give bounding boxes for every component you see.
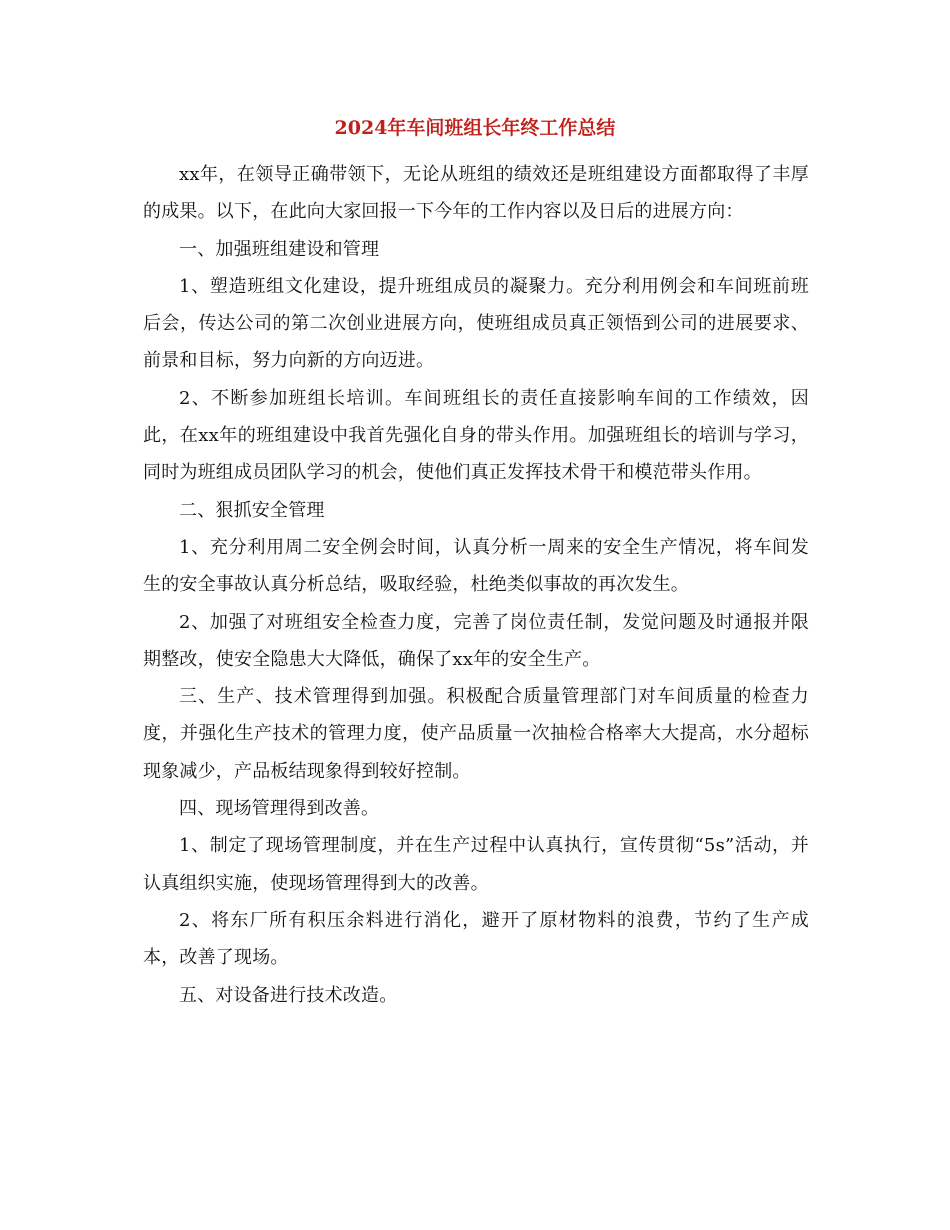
section-heading-1: 一、加强班组建设和管理	[179, 238, 380, 260]
section-heading-5: 五、对设备进行技术改造。	[179, 984, 398, 1006]
section-heading-3: 三、生产、技术管理得到加强。积极配合质量管理部门对车间质量的检查力度，并强化生产技术的管理力度，使产品质量一次抽检合格率大大提高，水分超标现象减少，产品板结现象得到较好控制。	[143, 686, 809, 782]
paragraph-4-1: 1、制定了现场管理制度，并在生产过程中认真执行，宣传贯彻“5s”活动，并认真组织实施，使现场管理得到大的改善。	[143, 835, 809, 894]
document-body	[143, 156, 809, 1014]
section-heading-4: 四、现场管理得到改善。	[179, 798, 380, 820]
paragraph-4-2: 2、将东厂所有积压余料进行消化，避开了原材物料的浪费，节约了生产成本，改善了现场。	[143, 909, 809, 969]
paragraph-1-2: 2、不断参加班组长培训。车间班组长的责任直接影响车间的工作绩效，因此，在xx年的班组建设中我首先强化自身的带头作用。加强班组长的培训与学习，同时为班组成员团队学习的机会，使他们真正发挥技术骨干和模范带头作用。	[143, 387, 809, 484]
paragraph-intro: xx年，在领导正确带领下，无论从班组的绩效还是班组建设方面都取得了丰厚的成果。以下，在此向大家回报一下今年的工作内容以及日后的进展方向：	[143, 164, 809, 223]
paragraph-2-1: 1、充分利用周二安全例会时间，认真分析一周来的安全生产情况，将车间发生的安全事故认真分析总结，吸取经验，杜绝类似事故的再次发生。	[143, 536, 809, 596]
document-title: 2024年车间班组长年终工作总结	[334, 117, 616, 139]
paragraph-2-2: 2、加强了对班组安全检查力度，完善了岗位责任制，发觉问题及时通报并限期整改，使安全隐患大大降低，确保了xx年的安全生产。	[143, 611, 809, 670]
paragraph-1-1: 1、塑造班组文化建设，提升班组成员的凝聚力。充分利用例会和车间班前班后会，传达公司的第二次创业进展方向，使班组成员真正领悟到公司的进展要求、前景和目标，努力向新的方向迈进。	[143, 275, 809, 372]
section-heading-2: 二、狠抓安全管理	[179, 499, 325, 521]
